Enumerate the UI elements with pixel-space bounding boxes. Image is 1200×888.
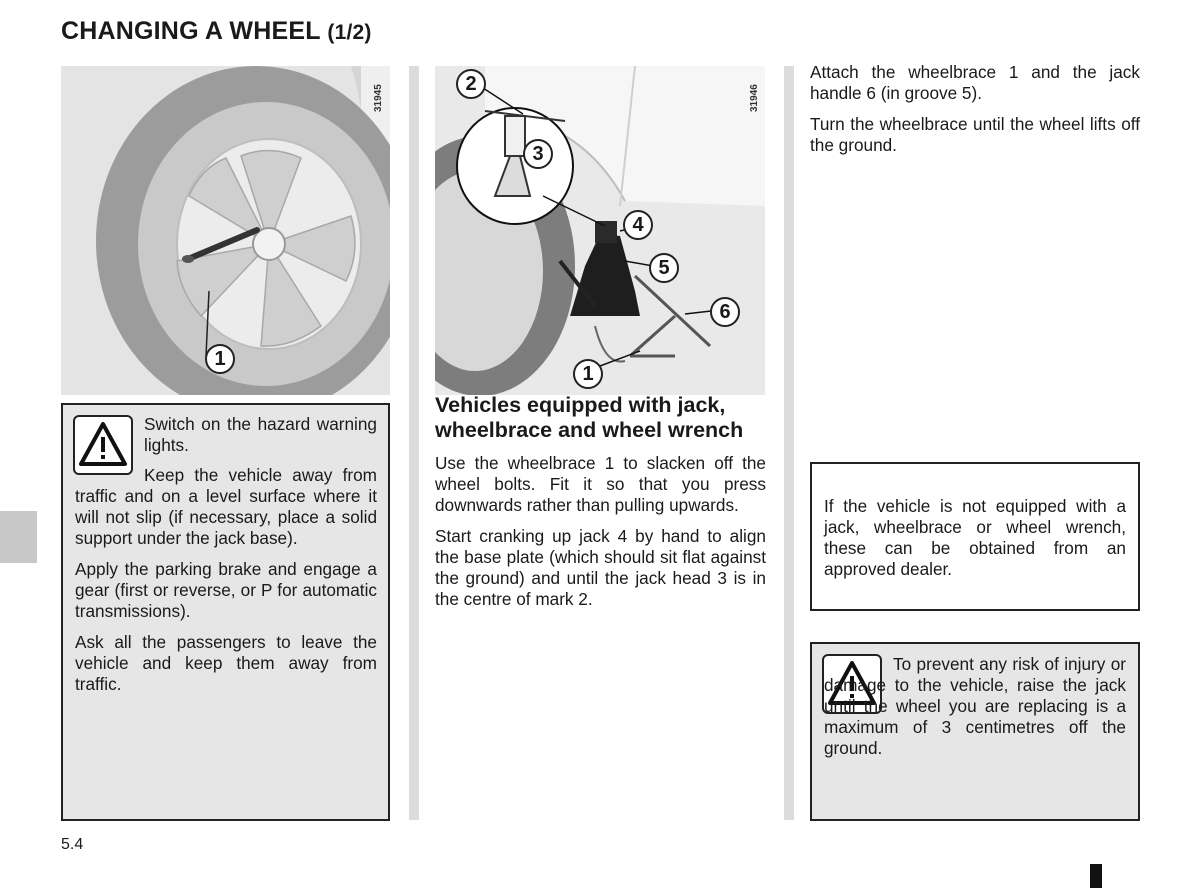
section-tab-marker <box>0 511 37 563</box>
figure-number: 31946 <box>749 84 760 112</box>
warning-paragraph-3: Apply the parking brake and engage a gear (first or reverse, or P for automatic transmissions). <box>75 559 377 621</box>
info-box-text: If the vehicle is not equipped with a jack, wheelbrace or wheel wrench, these can be obtained from an approved dealer. <box>824 496 1126 579</box>
jack-illustration <box>435 66 765 395</box>
page-number: 5.4 <box>61 836 84 853</box>
callout-4: 4 <box>623 210 653 240</box>
page-title: CHANGING A WHEEL (1/2) <box>61 17 372 45</box>
column-divider <box>409 66 419 820</box>
section-heading: Vehicles equipped with jack, wheelbrace and wheel wrench <box>435 393 744 442</box>
callout-2: 2 <box>456 69 486 99</box>
callout-3: 3 <box>523 139 553 169</box>
injury-warning-text: To prevent any risk of injury or damage to the vehicle, raise the jack until the wheel you are replacing is a maximum of 3 centimetres off the ground. <box>824 654 1126 758</box>
middle-paragraph-1: Use the wheelbrace 1 to slacken off the wheel bolts. Fit it so that you press downwards rather than pulling upwards. <box>435 453 766 515</box>
right-paragraph-1: Attach the wheelbrace 1 and the jack handle 6 (in groove 5). <box>810 62 1140 103</box>
jack-figure <box>435 66 765 395</box>
middle-text-column <box>435 393 766 620</box>
callout-6: 6 <box>710 297 740 327</box>
warning-paragraph-2: Keep the vehicle away from traffic and on a level surface where it will not slip (if necessary, place a solid support under the jack base). <box>75 465 377 548</box>
wheel-figure <box>61 66 390 395</box>
footer-mark <box>1090 864 1102 888</box>
warning-paragraph-4: Ask all the passengers to leave the vehicle and keep them away from traffic. <box>75 632 377 694</box>
callout-1: 1 <box>205 344 235 374</box>
hazard-warning-box <box>61 403 390 821</box>
figure-number: 31945 <box>373 84 384 112</box>
right-paragraph-2: Turn the wheelbrace until the wheel lifts off the ground. <box>810 114 1140 155</box>
right-text-column <box>810 62 1140 166</box>
column-divider <box>784 66 794 820</box>
callout-5: 5 <box>649 253 679 283</box>
middle-paragraph-2: Start cranking up jack 4 by hand to align the base plate (which should sit flat against the ground) and until the jack head 3 is in the centre of mark 2. <box>435 526 766 609</box>
warning-paragraph-1: Switch on the hazard warning lights. <box>144 414 377 455</box>
injury-warning-box <box>810 642 1140 821</box>
callout-1-middle: 1 <box>573 359 603 389</box>
info-box <box>810 462 1140 611</box>
